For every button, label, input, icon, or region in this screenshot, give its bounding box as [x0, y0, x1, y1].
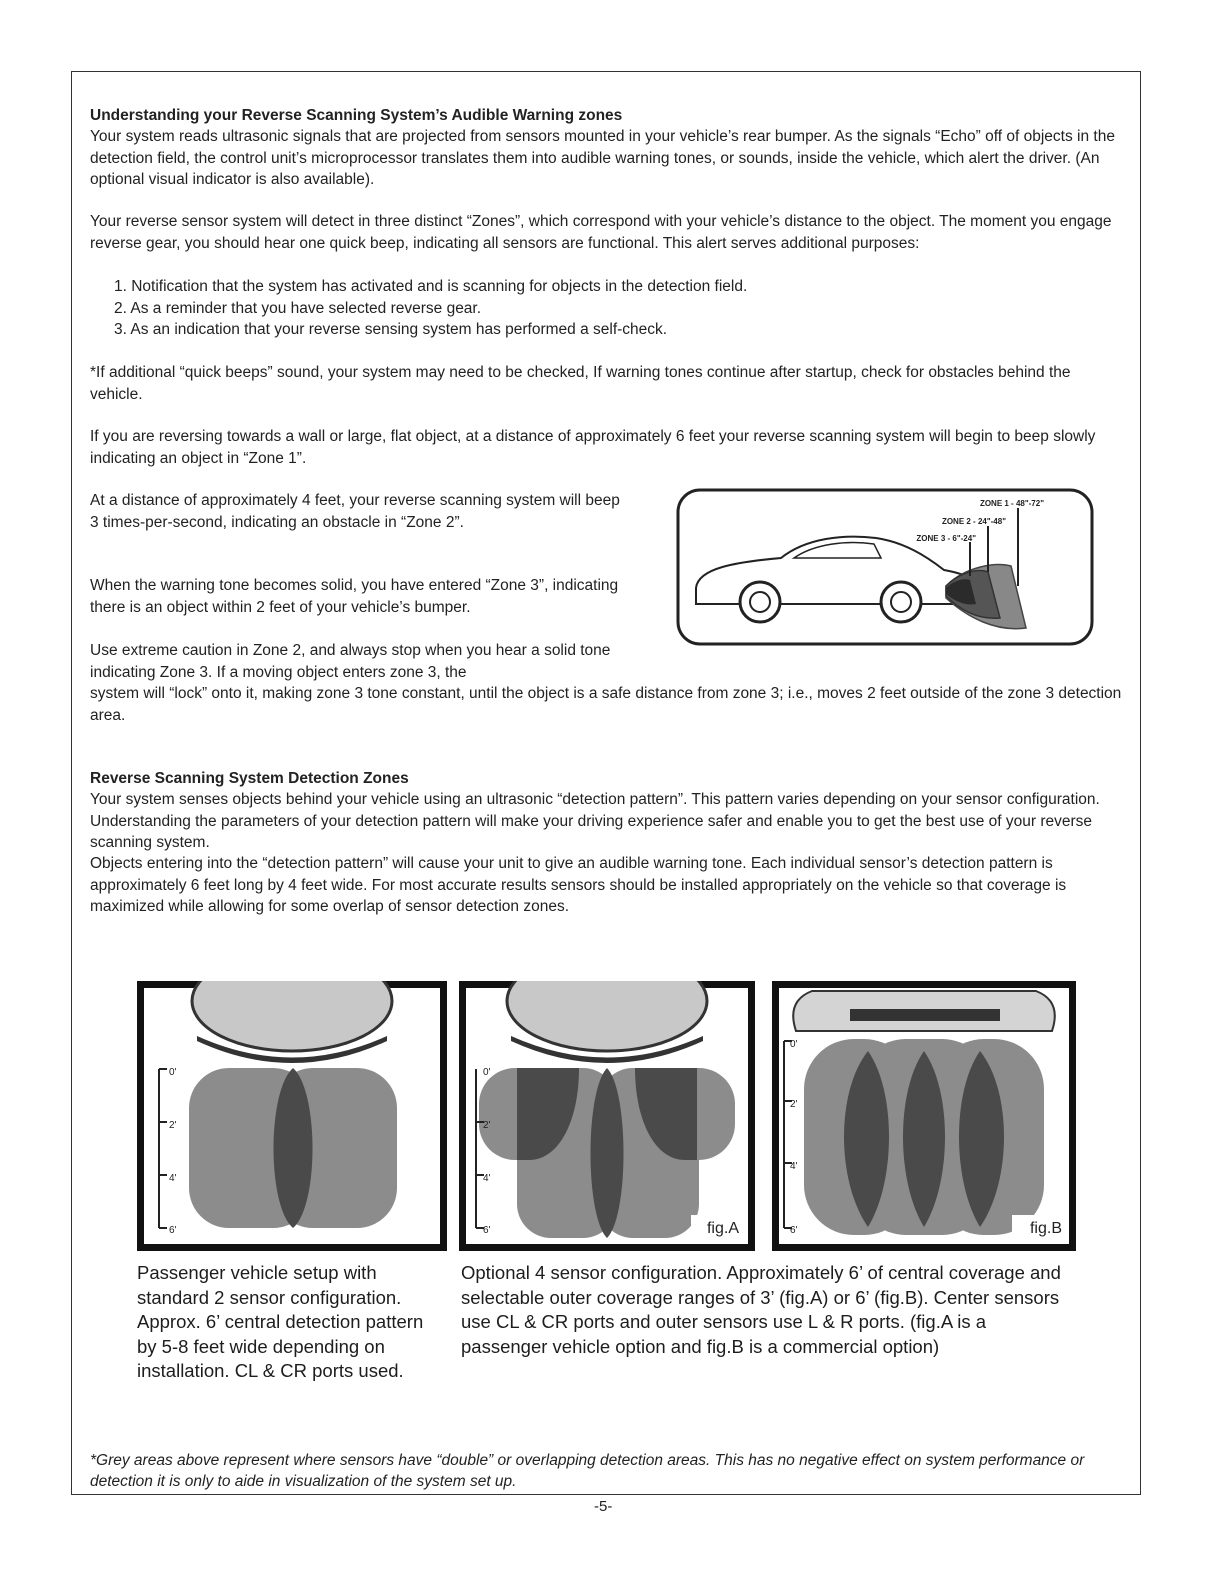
tick-label: 2' [483, 1120, 491, 1131]
figure-2-sensor [137, 981, 447, 1251]
tick-label: 6' [790, 1225, 798, 1236]
tick-label: 0' [169, 1067, 177, 1078]
paragraph-zone2: At a distance of approximately 4 feet, your reverse scanning system will beep 3 times-per-second, indicating an obstacle in “Zone 2”. [90, 492, 620, 531]
paragraph-note: *If additional “quick beeps” sound, your system may need to be checked, If warning tones continue after startup, check for obstacles behind the vehicle. [90, 364, 1071, 403]
caption-2-sensor: Passenger vehicle setup with standard 2 sensor configuration. Approx. 6’ central detection pattern by 5-8 feet wide depending on installation. CL & CR ports used. [137, 1262, 424, 1381]
tick-label: 2' [790, 1099, 798, 1110]
paragraph-caution: Use extreme caution in Zone 2, and always stop when you hear a solid tone indicating Zone 3. If a moving object enters zone 3, the [90, 642, 611, 681]
fig-a-label: fig.A [706, 1220, 739, 1237]
zone-2-label: ZONE 2 - 24"-48" [941, 517, 1006, 526]
list-item: 2. As a reminder that you have selected reverse gear. [114, 299, 482, 317]
zone-1-label: ZONE 1 - 48"-72" [979, 499, 1044, 508]
figure-b-4-sensor [772, 981, 1076, 1251]
purposes-list [114, 276, 1114, 341]
tick-label: 6' [483, 1225, 491, 1236]
car-zone-diagram [676, 486, 1096, 648]
list-item: 3. As an indication that your reverse sensing system has performed a self-check. [114, 321, 668, 338]
tick-label: 2' [169, 1120, 177, 1131]
tick-label: 4' [790, 1161, 798, 1172]
fig-b-label: fig.B [1029, 1220, 1062, 1237]
page-number: -5- [594, 1498, 613, 1515]
section-heading-warning-zones: Understanding your Reverse Scanning System’s Audible Warning zones [90, 107, 623, 124]
footnote: *Grey areas above represent where sensors have “double” or overlapping detection areas. This has no negative effect on system performance or detection it is only to aide in visualization of the system set up. [90, 1452, 1085, 1490]
caption-4-sensor: Optional 4 sensor configuration. Approximately 6’ of central coverage and selectable outer coverage ranges of 3’ (fig.A) or 6’ (fig.B). Center sensors use CL & CR ports and outer sensors use L & R ports. (fig.A is a passenger vehicle option and fig.B is a commercial option) [461, 1262, 1061, 1357]
paragraph-intro: Your system reads ultrasonic signals that are projected from sensors mounted in your vehicle’s rear bumper. As the signals “Echo” off of objects in the detection field, the control unit’s microprocessor translates them into audible warning tones, or sounds, inside the vehicle, which alert the driver. (An optional visual indicator is also available). [90, 128, 1115, 188]
section-heading-detection-zones: Reverse Scanning System Detection Zones [90, 770, 409, 787]
tick-label: 4' [169, 1173, 177, 1184]
paragraph-lock: system will “lock” onto it, making zone 3 tone constant, until the object is a safe distance from zone 3; i.e., moves 2 feet outside of the zone 3 detection area. [90, 685, 1122, 724]
figure-a-4-sensor [459, 981, 755, 1251]
paragraph-detection-pattern: Your system senses objects behind your vehicle using an ultrasonic “detection pattern”. This pattern varies depending on your sensor configuration. Understanding the parameters of your detection pattern will make your driving experience safer and enable you to get the best use of your reverse scanning system. [90, 791, 1100, 851]
paragraph-zone1: If you are reversing towards a wall or large, flat object, at a distance of approximately 6 feet your reverse scanning system will begin to beep slowly indicating an object in “Zone 1”. [90, 428, 1096, 467]
tick-label: 4' [483, 1173, 491, 1184]
tick-label: 6' [169, 1225, 177, 1236]
list-item: 1. Notification that the system has activated and is scanning for objects in the detection field. [114, 278, 748, 295]
paragraph-zones: Your reverse sensor system will detect in three distinct “Zones”, which correspond with your vehicle’s distance to the object. The moment you engage reverse gear, you should hear one quick beep, indicating all sensors are functional. This alert serves additional purposes: [90, 213, 1112, 252]
zone-3-label: ZONE 3 - 6"-24" [916, 534, 976, 543]
tick-label: 0' [790, 1039, 798, 1050]
tick-label: 0' [483, 1067, 491, 1078]
paragraph-detection-objects: Objects entering into the “detection pattern” will cause your unit to give an audible warning tone. Each individual sensor’s detection pattern is approximately 6 feet long by 4 feet wide. For most accurate results sensors should be installed appropriately on the vehicle so that coverage is maximized while allowing for some overlap of sensor detection zones. [90, 855, 1067, 915]
paragraph-zone3: When the warning tone becomes solid, you have entered “Zone 3”, indicating there is an object within 2 feet of your vehicle’s bumper. [90, 577, 619, 616]
